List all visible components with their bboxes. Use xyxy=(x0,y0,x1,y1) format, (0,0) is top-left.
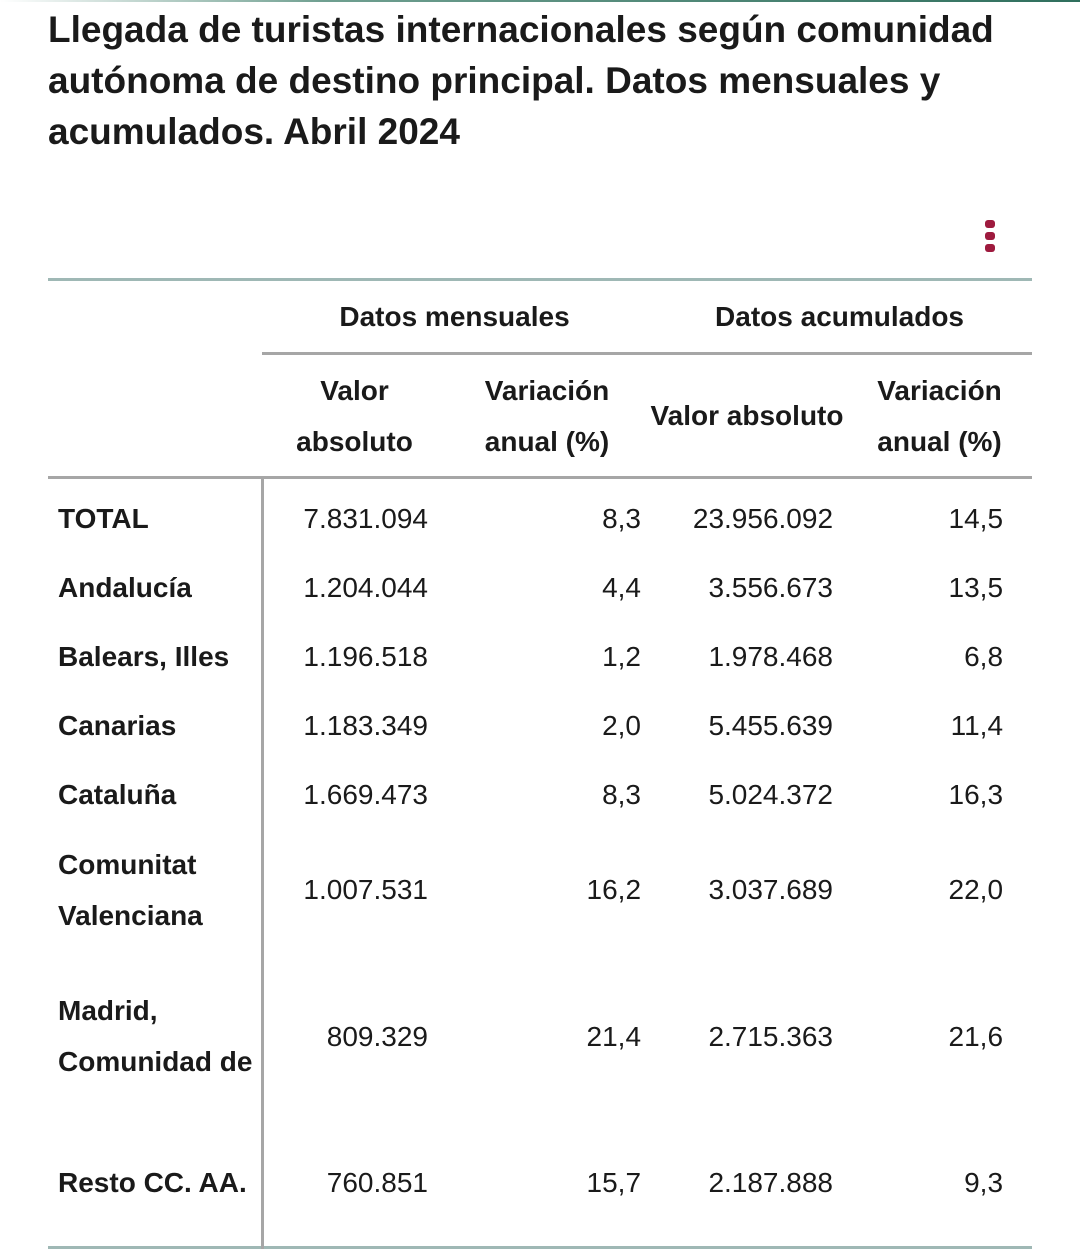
region-name: Comunitat Valenciana xyxy=(48,829,262,950)
monthly-value: 1.007.531 xyxy=(303,874,428,905)
cumulative-variation: 6,8 xyxy=(964,641,1004,672)
cumulative-value: 3.037.689 xyxy=(708,874,834,905)
monthly-value: 1.669.473 xyxy=(303,779,428,810)
top-divider xyxy=(0,0,1080,2)
cumulative-value: 5.455.639 xyxy=(708,710,834,741)
monthly-variation: 8,3 xyxy=(602,779,642,810)
cumulative-variation: 16,3 xyxy=(948,779,1004,810)
cumulative-variation: 21,6 xyxy=(948,1020,1004,1052)
region-name: Balears, Illes xyxy=(48,622,262,691)
monthly-value: 1.204.044 xyxy=(303,572,428,603)
cumulative-value: 3.556.673 xyxy=(708,572,834,603)
table-row xyxy=(48,1122,1032,1248)
cumulative-value: 2.187.888 xyxy=(708,1167,834,1198)
region-name: Resto CC. AA. xyxy=(48,1122,262,1248)
table-row xyxy=(48,829,1032,950)
cumulative-value: 5.024.372 xyxy=(708,779,834,810)
monthly-value: 1.196.518 xyxy=(303,641,428,672)
page-title: Llegada de turistas internacionales según comunidad autónoma de destino principal. Datos mensuales y acumulados. Abril 2024 xyxy=(48,9,994,152)
monthly-variation: 21,4 xyxy=(586,1020,642,1052)
empty-corner-cell xyxy=(48,280,262,354)
cumulative-variation: 13,5 xyxy=(948,572,1004,603)
sub-header-row xyxy=(48,354,1032,478)
cumulative-variation: 9,3 xyxy=(964,1167,1004,1198)
region-name: Madrid, Comunidad de xyxy=(48,950,262,1122)
more-vertical-icon xyxy=(985,232,995,240)
monthly-value: 809.329 xyxy=(326,1020,428,1052)
table-row xyxy=(48,553,1032,622)
empty-corner-cell xyxy=(48,354,262,478)
column-header-cumulative-variation: Variación anual (%) xyxy=(877,374,1002,457)
monthly-variation: 15,7 xyxy=(586,1167,642,1198)
cumulative-variation: 22,0 xyxy=(948,874,1004,905)
cumulative-variation: 14,5 xyxy=(948,503,1004,534)
group-header-cumulative: Datos acumulados xyxy=(647,280,1032,354)
more-vertical-icon xyxy=(985,244,995,252)
cumulative-value: 2.715.363 xyxy=(708,1020,834,1052)
monthly-variation: 1,2 xyxy=(602,641,642,672)
cumulative-variation: 11,4 xyxy=(950,710,1004,741)
table-row xyxy=(48,691,1032,760)
monthly-value: 760.851 xyxy=(326,1167,428,1198)
region-name: TOTAL xyxy=(48,478,262,554)
column-header-cumulative-value: Valor absoluto xyxy=(650,400,844,431)
monthly-value: 1.183.349 xyxy=(303,710,428,741)
column-header-monthly-variation: Variación anual (%) xyxy=(484,374,610,457)
table-row xyxy=(48,950,1032,1122)
cumulative-value: 1.978.468 xyxy=(708,641,834,672)
monthly-variation: 2,0 xyxy=(602,710,642,741)
group-header-monthly: Datos mensuales xyxy=(262,280,647,354)
monthly-variation: 16,2 xyxy=(586,874,642,905)
region-name: Cataluña xyxy=(48,760,262,829)
region-name: Canarias xyxy=(48,691,262,760)
group-header-row xyxy=(48,280,1032,354)
table-row xyxy=(48,622,1032,691)
tourist-arrivals-table xyxy=(48,278,1032,1249)
monthly-variation: 4,4 xyxy=(602,572,642,603)
more-options-button[interactable] xyxy=(979,212,1001,260)
table-row xyxy=(48,478,1032,554)
region-name: Andalucía xyxy=(48,553,262,622)
cumulative-value: 23.956.092 xyxy=(692,503,834,534)
column-header-monthly-value: Valor absoluto xyxy=(296,374,413,457)
monthly-variation: 8,3 xyxy=(602,503,642,534)
monthly-value: 7.831.094 xyxy=(303,503,428,534)
more-vertical-icon xyxy=(985,220,995,228)
table-row xyxy=(48,760,1032,829)
